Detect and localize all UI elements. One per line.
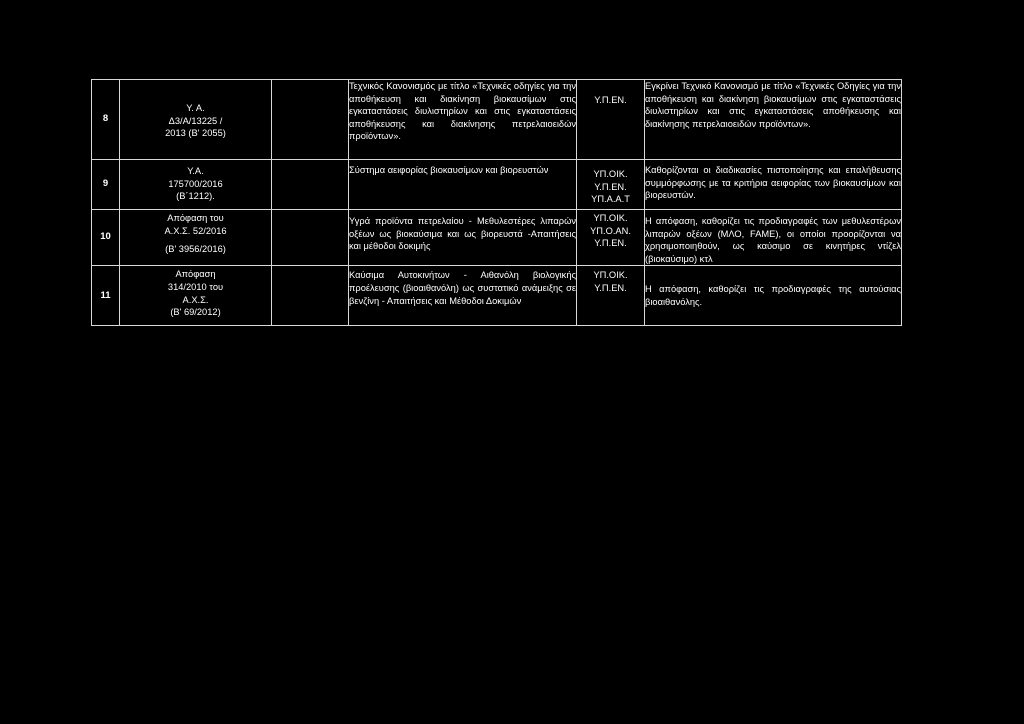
empty-cell: [272, 266, 349, 326]
regulation-title: Καύσιμα Αυτοκινήτων - Αιθανόλη βιολογικής προέλευσης (βιοαιθανόλη) ως συστατικό ανάμειξης σε βενζίνη - Απαιτήσεις και Μέθοδοι Δοκιμών: [349, 266, 577, 326]
table-row: [92, 266, 902, 326]
row-number: 9: [92, 160, 120, 210]
authority: [577, 80, 645, 160]
authority-line: ΥΠ.Ο.ΑΝ.: [590, 225, 631, 236]
regulation-description: Εγκρίνει Τεχνικό Κανονισμό με τίτλο «Τεχνικές Οδηγίες για την αποθήκευση και διακίνηση βιοκαυσίμων στις εγκαταστάσεις διυλιστηρίων και στις εγκαταστάσεις αποθήκευσης και διακίνησης πετρελαιοειδών προϊόντων».: [645, 80, 902, 160]
empty-cell: [272, 80, 349, 160]
regulation-description: Καθορίζονται οι διαδικασίες πιστοποίησης και επαλήθευσης συμμόρφωσης με τα κριτήρια αειφορίας των βιοκαυσίμων και βιορευστών.: [645, 160, 902, 210]
doc-line: 2013 (Β' 2055): [165, 128, 226, 139]
doc-line: Υ. Α.: [186, 103, 205, 113]
doc-line: Απόφαση: [175, 269, 216, 280]
authority: [577, 266, 645, 326]
table-row: [92, 80, 902, 160]
authority: [577, 210, 645, 266]
authority: [577, 160, 645, 210]
document-reference: [120, 80, 272, 160]
empty-cell: [272, 210, 349, 266]
table-row: [92, 210, 902, 266]
doc-line: (Β' 69/2012): [170, 307, 221, 318]
doc-line: Απόφαση του: [167, 213, 224, 223]
authority-line: Υ.Π.ΕΝ.: [594, 282, 627, 293]
regulation-title: Τεχνικός Κανονισμός με τίτλο «Τεχνικές οδηγίες για την αποθήκευση και διακίνηση βιοκαυσίμων στις εγκαταστάσεις διυλιστηρίων και στις εγκαταστάσεις αποθήκευσης και διακίνησης πετρελαιοειδών προϊόντων».: [349, 80, 577, 160]
doc-line: 175700/2016: [168, 178, 223, 189]
doc-line: Δ3/Α/13225 /: [168, 115, 223, 126]
row-number: 10: [92, 210, 120, 266]
doc-line: Υ.Α.: [187, 166, 204, 176]
authority-line: ΥΠ.ΟΙΚ.: [593, 270, 628, 281]
doc-line: Α.Χ.Σ. 52/2016: [164, 225, 227, 236]
row-number: 8: [92, 80, 120, 160]
doc-line: 314/2010 του: [167, 281, 224, 292]
authority-line: ΥΠ.ΟΙΚ.: [593, 169, 628, 179]
document-reference: [120, 210, 272, 266]
authority-line: ΥΠ.ΟΙΚ.: [593, 213, 628, 223]
doc-line: (Β' 3956/2016): [165, 244, 226, 255]
document-reference: [120, 160, 272, 210]
doc-line: Α.Χ.Σ.: [182, 294, 209, 305]
document-reference: [120, 266, 272, 326]
regulation-description: Η απόφαση, καθορίζει τις προδιαγραφές των μεθυλεστέρων λιπαρών οξέων (ΜΛΟ, FAME), οι οποίοι προορίζονται να χρησιμοποιηθούν, ως καύσιμο σε κινητήρες ντίζελ (βιοκαύσιμο) κτλ: [645, 210, 902, 266]
authority-line: Υ.Π.ΕΝ.: [594, 181, 627, 192]
authority-line: ΥΠ.Α.Α.Τ: [591, 194, 630, 205]
row-number: 11: [92, 266, 120, 326]
authority-line: Υ.Π.ΕΝ.: [594, 238, 627, 249]
table-row: [92, 160, 902, 210]
authority-line: Υ.Π.ΕΝ.: [594, 95, 627, 105]
regulation-title: Υγρά προϊόντα πετρελαίου - Μεθυλεστέρες λιπαρών οξέων ως βιοκαύσιμα και ως βιορευστά -Απαιτήσεις και μέθοδοι δοκιμής: [349, 210, 577, 266]
regulation-description: Η απόφαση, καθορίζει τις προδιαγραφές της αυτούσιας βιοαιθανόλης.: [645, 266, 902, 326]
regulations-table: [91, 79, 902, 326]
doc-line: (Β΄1212).: [176, 191, 215, 202]
regulation-title: Σύστημα αειφορίας βιοκαυσίμων και βιορευστών: [349, 160, 577, 210]
empty-cell: [272, 160, 349, 210]
